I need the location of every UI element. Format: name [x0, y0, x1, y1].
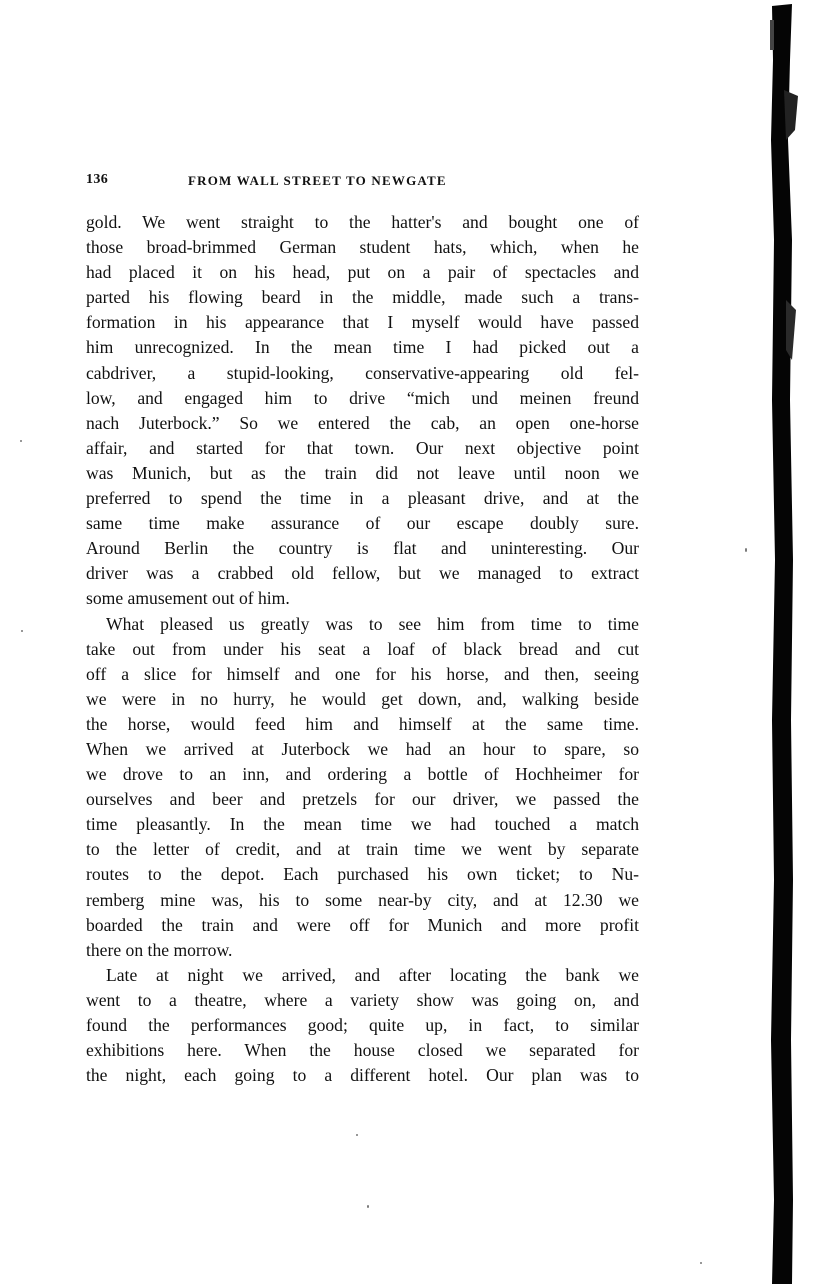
text-line: we drove to an inn, and ordering a bottle of Hochheimer for: [86, 764, 639, 785]
text-line: ourselves and beer and pretzels for our driver, we passed the: [86, 789, 639, 810]
text-line: the horse, would feed him and himself at the same time.: [86, 713, 639, 734]
text-line: was Munich, but as the train did not leave until noon we: [86, 462, 639, 483]
page-number: 136: [86, 172, 109, 187]
text-line: cabdriver, a stupid-looking, conservative-appearing old fel-: [86, 362, 639, 383]
text-line: affair, and started for that town. Our next objective point: [86, 437, 639, 458]
paper-speck: [21, 630, 23, 632]
text-line: there on the morrow.: [86, 939, 233, 960]
text-line: time pleasantly. In the mean time we had touched a match: [86, 814, 639, 835]
text-line: same time make assurance of our escape doubly sure.: [86, 513, 639, 534]
running-head: [86, 172, 638, 194]
text-line: those broad-brimmed German student hats, which, when he: [86, 237, 639, 258]
paper-speck: [700, 1262, 702, 1264]
text-line: to the letter of credit, and at train time we went by separate: [86, 839, 639, 860]
text-line: boarded the train and were off for Munich and more profit: [86, 914, 639, 935]
text-line: When we arrived at Juterbock we had an hour to spare, so: [86, 738, 639, 759]
binding-gutter-shadow: [762, 0, 813, 1284]
paper-speck: [367, 1205, 369, 1208]
paper-speck: [745, 548, 747, 552]
text-line: What pleased us greatly was to see him from time to time: [106, 613, 639, 634]
text-line: formation in his appearance that I myself would have passed: [86, 312, 639, 333]
text-line: routes to the depot. Each purchased his own ticket; to Nu-: [86, 864, 639, 885]
text-line: low, and engaged him to drive “mich und meinen freund: [86, 387, 639, 408]
text-line: off a slice for himself and one for his horse, and then, seeing: [86, 663, 639, 684]
running-title: FROM WALL STREET TO NEWGATE: [188, 173, 447, 188]
body-text: [86, 210, 639, 1088]
text-line: the night, each going to a different hotel. Our plan was to: [86, 1065, 639, 1086]
text-line: nach Juterbock.” So we entered the cab, an open one-horse: [86, 412, 639, 433]
paper-speck: [20, 440, 22, 442]
text-line: parted his flowing beard in the middle, made such a trans-: [86, 287, 639, 308]
text-line: driver was a crabbed old fellow, but we managed to extract: [86, 563, 639, 584]
text-line: Late at night we arrived, and after locating the bank we: [106, 964, 639, 985]
text-line: went to a theatre, where a variety show was going on, and: [86, 989, 639, 1010]
text-line: him unrecognized. In the mean time I had picked out a: [86, 337, 639, 358]
text-line: found the performances good; quite up, in fact, to similar: [86, 1015, 639, 1035]
text-line: preferred to spend the time in a pleasant drive, and at the: [86, 488, 639, 509]
text-line: we were in no hurry, he would get down, and, walking beside: [86, 688, 639, 709]
text-line: gold. We went straight to the hatter's and bought one of: [86, 212, 639, 232]
text-line: some amusement out of him.: [86, 588, 290, 609]
text-line: exhibitions here. When the house closed we separated for: [86, 1040, 639, 1061]
text-line: had placed it on his head, put on a pair of spectacles and: [86, 262, 639, 283]
text-line: Around Berlin the country is flat and uninteresting. Our: [86, 538, 639, 559]
paper-speck: [356, 1134, 358, 1136]
text-line: take out from under his seat a loaf of black bread and cut: [86, 638, 639, 659]
text-line: remberg mine was, his to some near-by city, and at 12.30 we: [86, 889, 639, 910]
